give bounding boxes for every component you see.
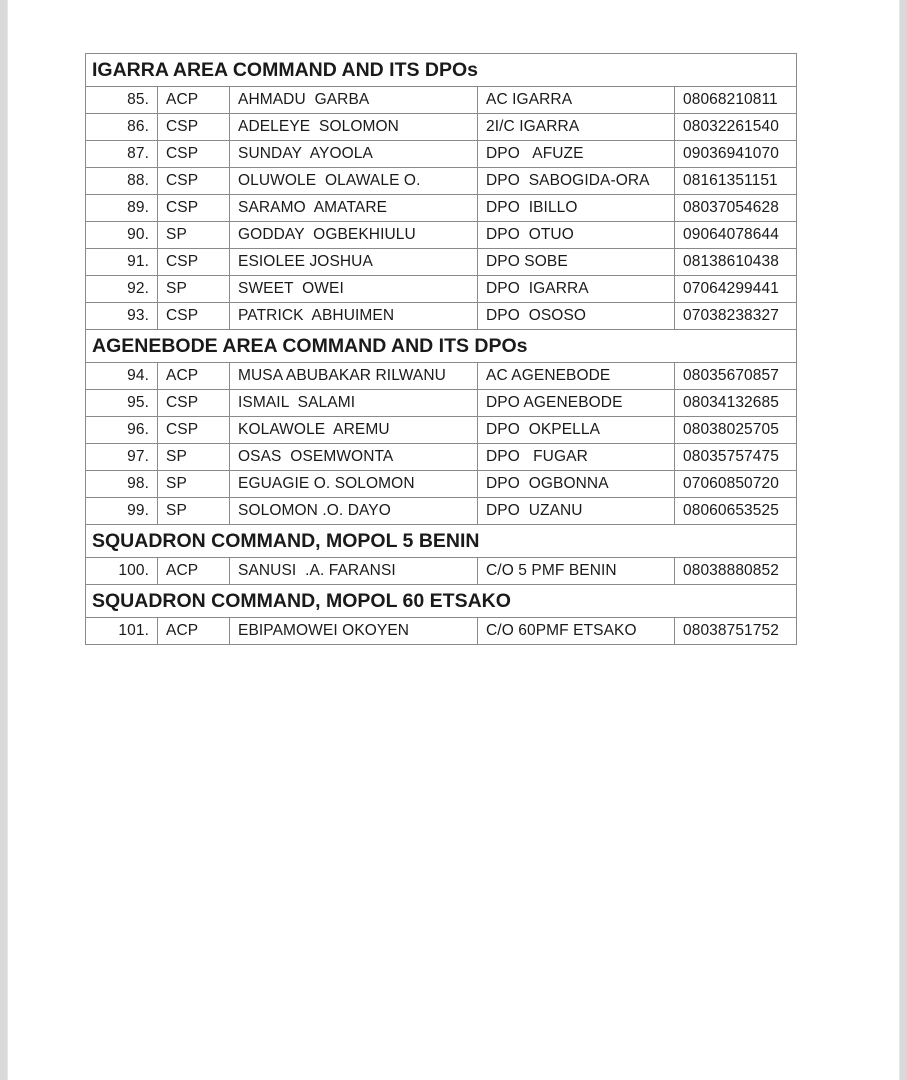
phone-number-cell: 08161351151 [675,168,797,195]
table-row [86,114,797,141]
section-header-row [86,585,797,618]
serial-number-cell: 85. [86,87,158,114]
posting-cell: DPO UZANU [478,498,675,525]
section-header-row [86,525,797,558]
section-title: SQUADRON COMMAND, MOPOL 60 ETSAKO [86,585,797,618]
posting-cell: DPO AFUZE [478,141,675,168]
phone-number-cell: 08138610438 [675,249,797,276]
officer-name-cell: EGUAGIE O. SOLOMON [230,471,478,498]
section-title: IGARRA AREA COMMAND AND ITS DPOs [86,54,797,87]
table-row [86,444,797,471]
rank-cell: CSP [158,141,230,168]
officer-name-cell: OSAS OSEMWONTA [230,444,478,471]
phone-number-cell: 07038238327 [675,303,797,330]
phone-number-cell: 08060653525 [675,498,797,525]
rank-cell: SP [158,498,230,525]
serial-number-cell: 99. [86,498,158,525]
serial-number-cell: 92. [86,276,158,303]
posting-cell: C/O 60PMF ETSAKO [478,618,675,645]
officer-name-cell: OLUWOLE OLAWALE O. [230,168,478,195]
posting-cell: AC AGENEBODE [478,363,675,390]
officer-name-cell: SARAMO AMATARE [230,195,478,222]
table-row [86,618,797,645]
posting-cell: C/O 5 PMF BENIN [478,558,675,585]
serial-number-cell: 87. [86,141,158,168]
rank-cell: CSP [158,390,230,417]
officer-name-cell: KOLAWOLE AREMU [230,417,478,444]
officer-name-cell: MUSA ABUBAKAR RILWANU [230,363,478,390]
rank-cell: CSP [158,114,230,141]
table-row [86,249,797,276]
serial-number-cell: 94. [86,363,158,390]
section-title: AGENEBODE AREA COMMAND AND ITS DPOs [86,330,797,363]
rank-cell: CSP [158,249,230,276]
table-row [86,168,797,195]
rank-cell: CSP [158,195,230,222]
serial-number-cell: 101. [86,618,158,645]
posting-cell: DPO FUGAR [478,444,675,471]
posting-cell: DPO OSOSO [478,303,675,330]
table-row [86,141,797,168]
rank-cell: SP [158,444,230,471]
officer-name-cell: SANUSI .A. FARANSI [230,558,478,585]
table-row [86,558,797,585]
table-row [86,363,797,390]
officer-name-cell: EBIPAMOWEI OKOYEN [230,618,478,645]
serial-number-cell: 89. [86,195,158,222]
posting-cell: 2I/C IGARRA [478,114,675,141]
serial-number-cell: 90. [86,222,158,249]
phone-number-cell: 08038025705 [675,417,797,444]
officer-name-cell: ESIOLEE JOSHUA [230,249,478,276]
phone-number-cell: 07064299441 [675,276,797,303]
phone-number-cell: 08032261540 [675,114,797,141]
officer-name-cell: GODDAY OGBEKHIULU [230,222,478,249]
table-row [86,417,797,444]
table-row [86,303,797,330]
officer-name-cell: ADELEYE SOLOMON [230,114,478,141]
table-row [86,87,797,114]
officer-name-cell: SUNDAY AYOOLA [230,141,478,168]
section-header-row [86,330,797,363]
serial-number-cell: 100. [86,558,158,585]
posting-cell: DPO SOBE [478,249,675,276]
posting-cell: DPO OGBONNA [478,471,675,498]
posting-cell: DPO IGARRA [478,276,675,303]
rank-cell: CSP [158,417,230,444]
posting-cell: DPO OKPELLA [478,417,675,444]
serial-number-cell: 93. [86,303,158,330]
posting-cell: DPO SABOGIDA-ORA [478,168,675,195]
phone-number-cell: 08038751752 [675,618,797,645]
serial-number-cell: 91. [86,249,158,276]
rank-cell: CSP [158,168,230,195]
serial-number-cell: 97. [86,444,158,471]
officer-name-cell: PATRICK ABHUIMEN [230,303,478,330]
officer-name-cell: SOLOMON .O. DAYO [230,498,478,525]
document-page [7,0,900,1080]
phone-number-cell: 08038880852 [675,558,797,585]
table-row [86,222,797,249]
officers-roster-table [85,53,797,645]
rank-cell: ACP [158,558,230,585]
rank-cell: SP [158,276,230,303]
rank-cell: ACP [158,87,230,114]
rank-cell: ACP [158,618,230,645]
rank-cell: SP [158,471,230,498]
section-header-row [86,54,797,87]
serial-number-cell: 98. [86,471,158,498]
posting-cell: DPO IBILLO [478,195,675,222]
phone-number-cell: 08034132685 [675,390,797,417]
rank-cell: CSP [158,303,230,330]
phone-number-cell: 08037054628 [675,195,797,222]
phone-number-cell: 08035670857 [675,363,797,390]
table-row [86,195,797,222]
phone-number-cell: 07060850720 [675,471,797,498]
rank-cell: ACP [158,363,230,390]
table-row [86,276,797,303]
serial-number-cell: 95. [86,390,158,417]
phone-number-cell: 08068210811 [675,87,797,114]
officer-name-cell: ISMAIL SALAMI [230,390,478,417]
officer-name-cell: SWEET OWEI [230,276,478,303]
phone-number-cell: 08035757475 [675,444,797,471]
table-row [86,498,797,525]
serial-number-cell: 96. [86,417,158,444]
phone-number-cell: 09064078644 [675,222,797,249]
serial-number-cell: 88. [86,168,158,195]
rank-cell: SP [158,222,230,249]
officer-name-cell: AHMADU GARBA [230,87,478,114]
posting-cell: DPO AGENEBODE [478,390,675,417]
serial-number-cell: 86. [86,114,158,141]
posting-cell: DPO OTUO [478,222,675,249]
posting-cell: AC IGARRA [478,87,675,114]
table-row [86,390,797,417]
table-row [86,471,797,498]
section-title: SQUADRON COMMAND, MOPOL 5 BENIN [86,525,797,558]
phone-number-cell: 09036941070 [675,141,797,168]
